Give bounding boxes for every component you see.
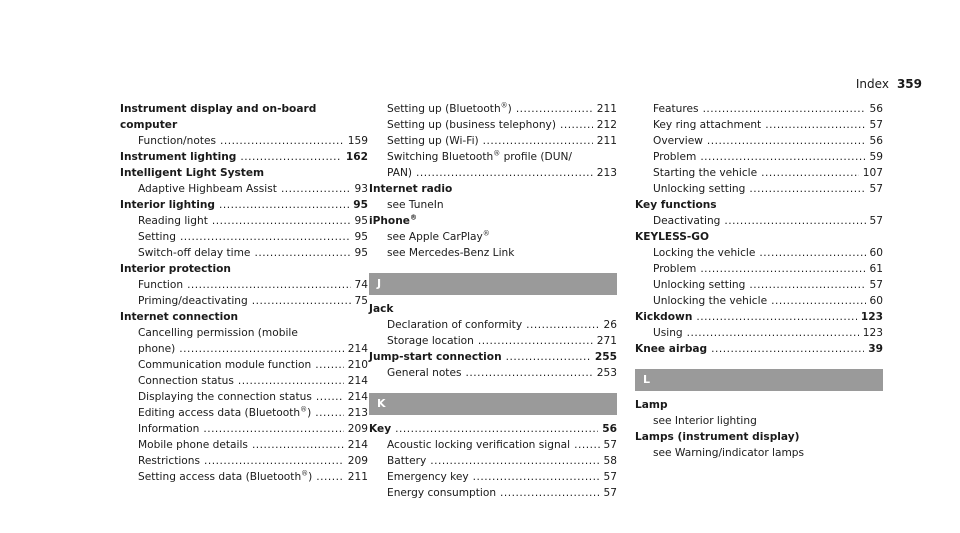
- leader-dots: [238, 373, 344, 389]
- index-subentry[interactable]: [120, 277, 368, 293]
- header-title: Index: [855, 77, 889, 91]
- leader-dots: [204, 453, 344, 469]
- entry-term: Using: [653, 327, 683, 339]
- entry-term: Setting: [138, 231, 176, 243]
- index-subentry[interactable]: [369, 101, 617, 117]
- page-ref[interactable]: 211: [596, 103, 617, 115]
- index-subentry[interactable]: [120, 373, 368, 389]
- index-subentry[interactable]: [369, 485, 617, 501]
- index-subentry[interactable]: [635, 101, 883, 117]
- page-ref[interactable]: 58: [603, 455, 617, 467]
- index-column-1: [120, 101, 368, 485]
- entry-term: Communication module function: [138, 359, 312, 371]
- index-heading[interactable]: [635, 309, 883, 325]
- page-ref[interactable]: 159: [347, 135, 368, 147]
- page-ref[interactable]: 253: [596, 367, 617, 379]
- page-ref[interactable]: 61: [869, 263, 883, 275]
- page-ref[interactable]: 57: [603, 439, 617, 451]
- entry-term: Acoustic locking verification signal: [387, 439, 571, 451]
- entries-j: [369, 301, 617, 381]
- index-heading[interactable]: [369, 349, 617, 365]
- page-ref[interactable]: 26: [603, 319, 617, 331]
- entry-term: Storage location: [387, 335, 474, 347]
- index-heading[interactable]: [369, 421, 617, 437]
- page-ref[interactable]: 95: [353, 199, 368, 211]
- leader-dots: [711, 341, 864, 357]
- entry-term: Jump-start connection: [369, 351, 502, 363]
- leader-dots: [315, 405, 344, 421]
- page-ref[interactable]: 162: [345, 151, 368, 163]
- page-ref[interactable]: 209: [347, 423, 368, 435]
- index-heading: Jack: [369, 303, 394, 315]
- leader-dots: [203, 421, 343, 437]
- entry-term: Connection status: [138, 375, 234, 387]
- entry-term: Problem: [653, 263, 697, 275]
- leader-dots: [759, 245, 865, 261]
- page-ref[interactable]: 56: [869, 103, 883, 115]
- index-subentry: see Warning/indicator lamps: [653, 447, 805, 459]
- page-ref[interactable]: 213: [596, 167, 617, 179]
- index-heading: Intelligent Light System: [120, 167, 265, 179]
- page-ref[interactable]: 123: [862, 327, 883, 339]
- index-subentry[interactable]: [635, 165, 883, 181]
- index-subentry: see Apple CarPlay®: [387, 229, 490, 243]
- page-ref[interactable]: 271: [596, 335, 617, 347]
- entry-term: Setting up (business telephony): [387, 119, 556, 131]
- index-subentry[interactable]: [120, 245, 368, 261]
- page-ref[interactable]: 57: [869, 183, 883, 195]
- entry-term: phone): [138, 343, 176, 355]
- index-subentry[interactable]: [369, 333, 617, 349]
- page-ref[interactable]: 56: [602, 423, 617, 435]
- entry-term: Features: [653, 103, 699, 115]
- leader-dots: [516, 101, 593, 117]
- entry-term: Information: [138, 423, 200, 435]
- page-ref[interactable]: 123: [860, 311, 883, 323]
- entry-term: PAN): [387, 167, 413, 179]
- entry-term: Problem: [653, 151, 697, 163]
- page-ref[interactable]: 59: [869, 151, 883, 163]
- index-subentry[interactable]: [120, 341, 368, 357]
- page-ref[interactable]: 255: [594, 351, 617, 363]
- page-ref[interactable]: 95: [354, 247, 368, 259]
- index-heading: KEYLESS-GO: [635, 231, 709, 243]
- index-subentry[interactable]: [120, 453, 368, 469]
- index-column-2: [369, 101, 617, 501]
- entry-term: Unlocking the vehicle: [653, 295, 768, 307]
- index-subentry[interactable]: [635, 133, 883, 149]
- page-ref[interactable]: 56: [869, 135, 883, 147]
- leader-dots: [687, 325, 859, 341]
- entry-term: Declaration of conformity: [387, 319, 523, 331]
- index-heading: Lamp: [635, 399, 668, 411]
- page-ref[interactable]: 60: [869, 295, 883, 307]
- page-ref[interactable]: 214: [347, 375, 368, 387]
- index-heading: Lamps (instrument display): [635, 431, 800, 443]
- index-subentry[interactable]: [369, 365, 617, 381]
- leader-dots: [395, 421, 598, 437]
- entries-l: [635, 397, 883, 461]
- page-ref[interactable]: 93: [354, 183, 368, 195]
- entry-term: Function/notes: [138, 135, 217, 147]
- page-ref[interactable]: 57: [603, 487, 617, 499]
- index-subentry[interactable]: [120, 469, 368, 485]
- leader-dots: [315, 357, 344, 373]
- index-heading[interactable]: [120, 149, 368, 165]
- leader-dots: [749, 181, 865, 197]
- page-ref[interactable]: 95: [354, 231, 368, 243]
- entry-term: Switch-off delay time: [138, 247, 251, 259]
- entry-term: Unlocking setting: [653, 183, 746, 195]
- leader-dots: [179, 341, 343, 357]
- index-heading: computer: [120, 119, 178, 131]
- section-letter-j: J: [369, 273, 617, 295]
- page-header: [856, 77, 922, 91]
- leader-dots: [707, 133, 866, 149]
- index-column-3: [635, 101, 883, 461]
- index-subentry[interactable]: [635, 277, 883, 293]
- entry-term: Battery: [387, 455, 427, 467]
- leader-dots: [220, 133, 344, 149]
- leader-dots: [180, 229, 351, 245]
- page-ref[interactable]: 211: [596, 135, 617, 147]
- entry-term: Restrictions: [138, 455, 201, 467]
- entry-term: Displaying the connection status: [138, 391, 312, 403]
- index-subentry[interactable]: [120, 437, 368, 453]
- leader-dots: [700, 261, 865, 277]
- index-subentry[interactable]: [369, 437, 617, 453]
- entry-term: Locking the vehicle: [653, 247, 756, 259]
- index-subentry[interactable]: [120, 293, 368, 309]
- index-subentry[interactable]: [369, 453, 617, 469]
- index-heading: Instrument display and on-board: [120, 103, 317, 115]
- entry-term: Interior lighting: [120, 199, 215, 211]
- leader-dots: [466, 365, 593, 381]
- leader-dots: [483, 133, 593, 149]
- leader-dots: [724, 213, 865, 229]
- index-subentry[interactable]: [635, 181, 883, 197]
- page-ref[interactable]: 212: [596, 119, 617, 131]
- entry-term: Overview: [653, 135, 703, 147]
- index-subentry[interactable]: [120, 421, 368, 437]
- index-subentry[interactable]: [120, 405, 368, 421]
- page-ref[interactable]: 211: [347, 471, 368, 483]
- leader-dots: [316, 389, 344, 405]
- leader-dots: [187, 277, 350, 293]
- index-subentry[interactable]: [369, 469, 617, 485]
- leader-dots: [761, 165, 859, 181]
- entry-term: Key: [369, 423, 392, 435]
- leader-dots: [506, 349, 591, 365]
- index-subentry: see Mercedes-Benz Link: [387, 247, 515, 259]
- page-ref[interactable]: 57: [869, 215, 883, 227]
- leader-dots: [416, 165, 593, 181]
- index-heading: Internet connection: [120, 311, 239, 323]
- leader-dots: [252, 437, 344, 453]
- leader-dots: [316, 469, 343, 485]
- index-subentry: see TuneIn: [387, 199, 444, 211]
- leader-dots: [560, 117, 593, 133]
- entries-i-cont: [369, 101, 617, 261]
- page-ref[interactable]: 39: [868, 343, 883, 355]
- leader-dots: [703, 101, 866, 117]
- leader-dots: [252, 293, 351, 309]
- index-subentry[interactable]: [635, 245, 883, 261]
- index-subentry[interactable]: [369, 165, 617, 181]
- page-ref[interactable]: 75: [354, 295, 368, 307]
- entry-term: Kickdown: [635, 311, 693, 323]
- entry-term: Setting up (Bluetooth®): [387, 101, 512, 115]
- entries-k: [369, 421, 617, 501]
- leader-dots: [478, 333, 593, 349]
- leader-dots: [765, 117, 865, 133]
- entry-term: Deactivating: [653, 215, 721, 227]
- index-subentry[interactable]: [120, 357, 368, 373]
- leader-dots: [749, 277, 865, 293]
- index-subentry[interactable]: [635, 261, 883, 277]
- entry-term: Function: [138, 279, 184, 291]
- page-ref[interactable]: 57: [869, 279, 883, 291]
- index-subentry[interactable]: [635, 293, 883, 309]
- page-number: 359: [896, 77, 922, 91]
- page-ref[interactable]: 214: [347, 439, 368, 451]
- entry-term: Unlocking setting: [653, 279, 746, 291]
- leader-dots: [473, 469, 600, 485]
- index-heading[interactable]: [635, 341, 883, 357]
- entry-term: Instrument lighting: [120, 151, 237, 163]
- section-letter-k: K: [369, 393, 617, 415]
- index-subentry[interactable]: [120, 213, 368, 229]
- index-subentry[interactable]: [635, 325, 883, 341]
- page-ref[interactable]: 74: [354, 279, 368, 291]
- index-subentry: see Interior lighting: [653, 415, 757, 427]
- index-heading: Interior protection: [120, 263, 231, 275]
- index-subentry[interactable]: [635, 149, 883, 165]
- leader-dots: [574, 437, 599, 453]
- leader-dots: [526, 317, 599, 333]
- page-ref[interactable]: 214: [347, 391, 368, 403]
- entry-term: Energy consumption: [387, 487, 497, 499]
- index-heading[interactable]: [120, 197, 368, 213]
- entry-term: Adaptive Highbeam Assist: [138, 183, 277, 195]
- index-subentry[interactable]: [369, 117, 617, 133]
- index-subentry: Cancelling permission (mobile: [138, 327, 298, 339]
- index-subentry: Switching Bluetooth® profile (DUN/: [387, 149, 572, 163]
- leader-dots: [700, 149, 865, 165]
- page-ref[interactable]: 60: [869, 247, 883, 259]
- page-ref[interactable]: 213: [347, 407, 368, 419]
- entry-term: Priming/deactivating: [138, 295, 248, 307]
- entry-term: Editing access data (Bluetooth®): [138, 405, 312, 419]
- page-ref[interactable]: 210: [347, 359, 368, 371]
- leader-dots: [696, 309, 857, 325]
- entry-term: Key ring attachment: [653, 119, 762, 131]
- entry-term: Mobile phone details: [138, 439, 248, 451]
- page-ref[interactable]: 57: [869, 119, 883, 131]
- entry-term: Reading light: [138, 215, 208, 227]
- leader-dots: [254, 245, 350, 261]
- index-subentry[interactable]: [120, 229, 368, 245]
- leader-dots: [219, 197, 349, 213]
- index-subentry[interactable]: [120, 389, 368, 405]
- index-subentry[interactable]: [369, 133, 617, 149]
- page-ref[interactable]: 57: [603, 471, 617, 483]
- entries-k-cont: [635, 101, 883, 357]
- entry-term: General notes: [387, 367, 462, 379]
- section-letter-l: L: [635, 369, 883, 391]
- index-subentry[interactable]: [369, 317, 617, 333]
- leader-dots: [771, 293, 865, 309]
- entry-term: Knee airbag: [635, 343, 708, 355]
- entry-term: Setting access data (Bluetooth®): [138, 469, 313, 483]
- index-subentry[interactable]: [635, 213, 883, 229]
- index-heading: Key functions: [635, 199, 717, 211]
- leader-dots: [500, 485, 599, 501]
- page-ref[interactable]: 95: [354, 215, 368, 227]
- index-subentry[interactable]: [120, 181, 368, 197]
- leader-dots: [281, 181, 351, 197]
- index-heading: Internet radio: [369, 183, 453, 195]
- leader-dots: [212, 213, 351, 229]
- page-ref[interactable]: 214: [347, 343, 368, 355]
- leader-dots: [240, 149, 342, 165]
- index-subentry[interactable]: [120, 133, 368, 149]
- entry-term: Setting up (Wi-Fi): [387, 135, 479, 147]
- page-ref[interactable]: 209: [347, 455, 368, 467]
- entry-term: Emergency key: [387, 471, 469, 483]
- page-ref[interactable]: 107: [862, 167, 883, 179]
- index-heading: iPhone®: [369, 213, 417, 227]
- index-subentry[interactable]: [635, 117, 883, 133]
- entry-term: Starting the vehicle: [653, 167, 758, 179]
- leader-dots: [430, 453, 599, 469]
